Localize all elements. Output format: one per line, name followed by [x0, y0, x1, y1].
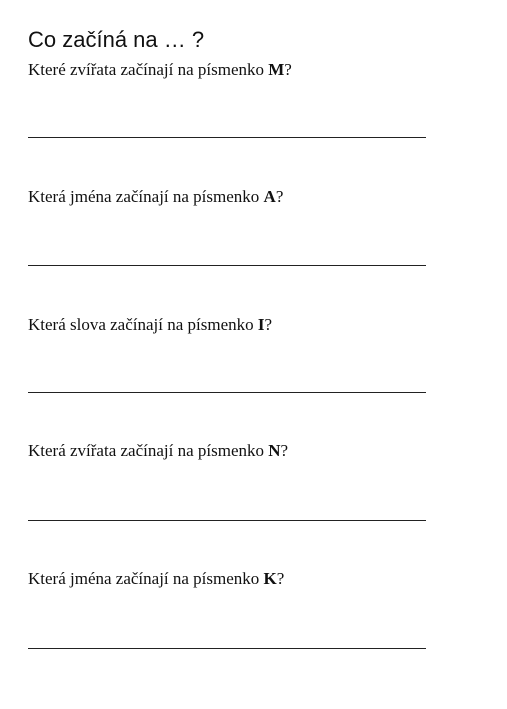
question-1 [28, 59, 292, 81]
question-4-text: Která zvířata začínají na písmenko [28, 441, 269, 460]
question-3 [28, 314, 272, 336]
question-2-mark: ? [275, 187, 284, 206]
answer-line-5[interactable] [28, 648, 426, 649]
question-4-mark: ? [280, 441, 289, 460]
question-2 [28, 186, 283, 208]
question-1-text: Které zvířata začínají na písmenko [28, 60, 269, 79]
question-4-letter: N [268, 441, 281, 460]
question-3-mark: ? [264, 315, 273, 334]
answer-line-1[interactable] [28, 137, 426, 138]
answer-line-3[interactable] [28, 392, 426, 393]
question-5 [28, 568, 284, 590]
question-5-mark: ? [276, 569, 285, 588]
question-4 [28, 440, 288, 462]
question-1-letter: M [268, 60, 285, 79]
question-3-text: Která slova začínají na písmenko [28, 315, 258, 334]
answer-line-4[interactable] [28, 520, 426, 521]
question-3-letter: I [257, 315, 265, 334]
question-5-text: Která jména začínají na písmenko [28, 569, 264, 588]
answer-line-2[interactable] [28, 265, 426, 266]
question-2-letter: A [263, 187, 276, 206]
question-1-mark: ? [284, 60, 292, 79]
question-2-text: Která jména začínají na písmenko [28, 187, 264, 206]
worksheet-title: Co začíná na … ? [28, 27, 205, 52]
question-5-letter: K [263, 569, 277, 588]
